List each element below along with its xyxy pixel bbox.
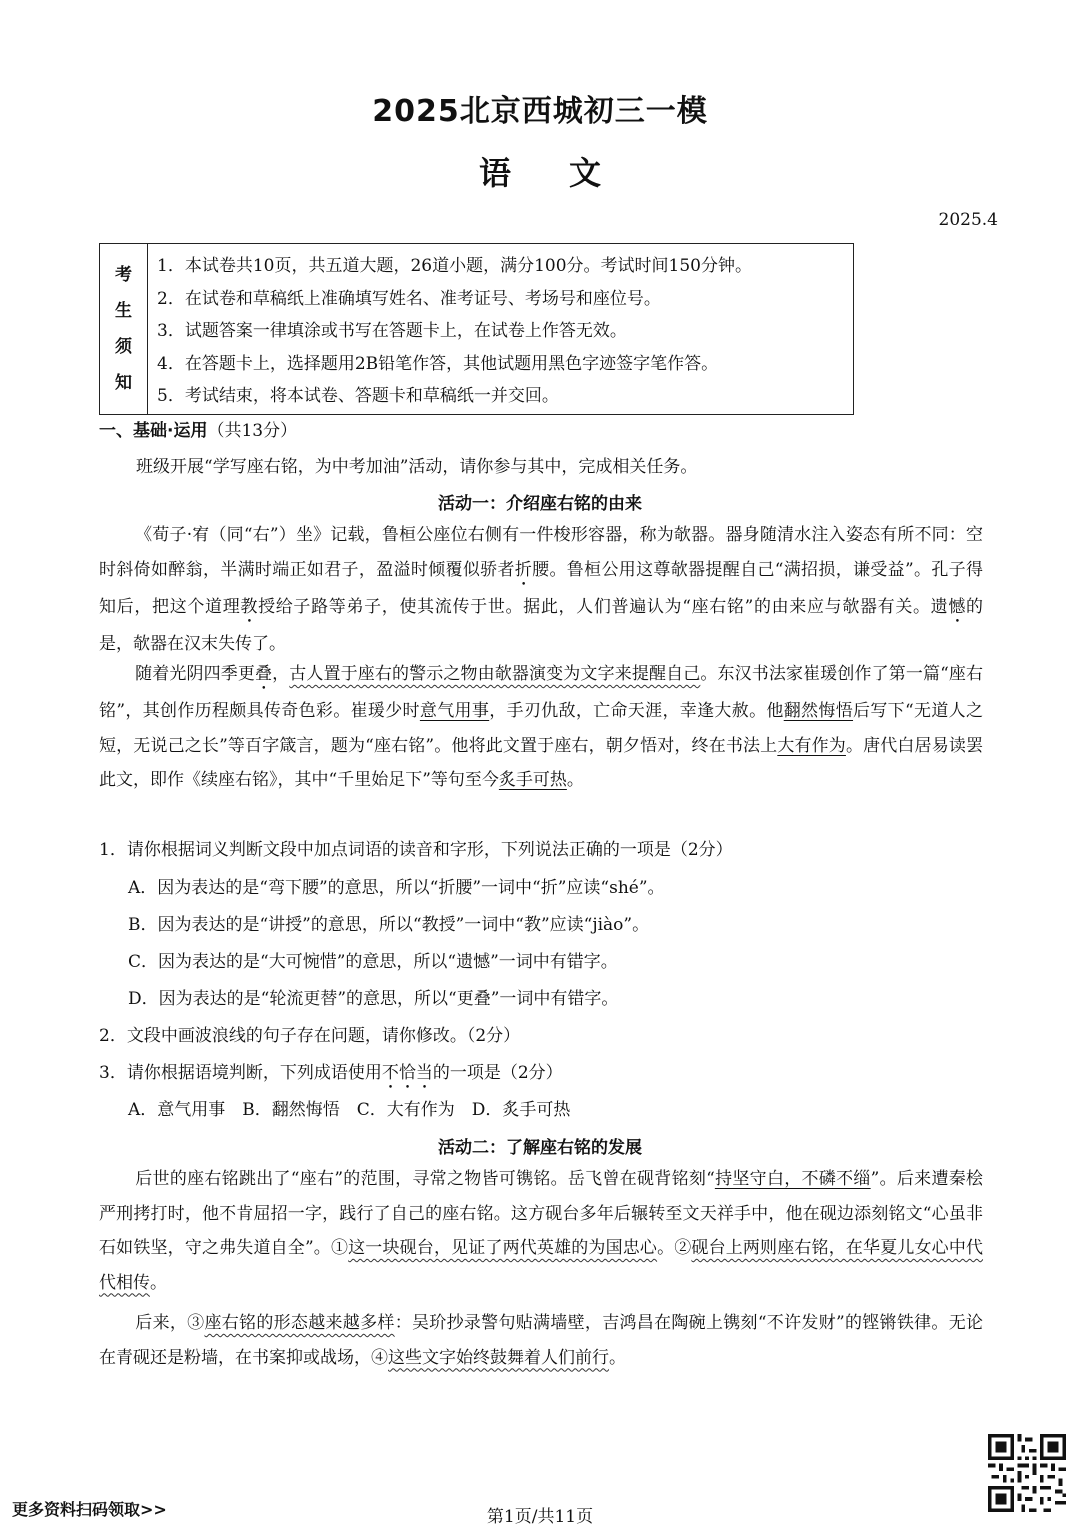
subject-title: 语文 <box>478 154 659 192</box>
underlined-idiom: 意气用事 <box>419 701 490 721</box>
underlined-quote: 持坚守白，不磷不缁 <box>714 1169 871 1189</box>
wavy-underlined-sentence: 这一块砚台，见证了两代英雄的为国忠心 <box>348 1238 658 1258</box>
page-number: 第1页/共11页 <box>486 1507 594 1527</box>
text-run: 授给子路等弟子，使其流传于世。据此，人们普遍认为“座右铭”的由来应与欹器有关。遗 <box>258 596 949 617</box>
notice-label-char: 知 <box>115 373 132 393</box>
promo-link[interactable]: 更多资料扫码领取>> <box>12 1500 167 1519</box>
notice-item: 3．试题答案一律填涂或书写在答题卡上，在试卷上作答无效。 <box>157 321 627 341</box>
dotted-char: 折 <box>514 559 533 580</box>
question-3-options: A．意气用事 B．翻然悔悟 C．大有作为 D．炙手可热 <box>128 1100 571 1120</box>
text-run: ， <box>272 664 290 684</box>
wavy-underlined-sentence: 座右铭的形态越来越多样 <box>204 1313 395 1333</box>
text-run: 3．请你根据语境判断，下列成语使用 <box>99 1063 382 1083</box>
question-2-stem: 2．文段中画波浪线的句子存在问题，请你修改。（2分） <box>99 1026 521 1046</box>
notice-label-char: 须 <box>115 337 132 357</box>
notice-label-char: 考 <box>115 265 132 285</box>
text-run: 腰。鲁桓公用这尊欹器提醒自己“满招损，谦受益”。孔子得知后，把这个道理 <box>99 559 984 617</box>
activity-one-paragraph-one <box>99 518 983 661</box>
question-1-option-d: D．因为表达的是“轮流更替”的意思，所以“更叠”一词中有错字。 <box>128 989 619 1009</box>
wavy-underlined-sentence: 砚台上两则座右铭，在华夏儿女心中代代相传 <box>99 1238 984 1293</box>
wavy-underlined-sentence: 这些文字始终鼓舞着人们前行 <box>388 1347 609 1368</box>
notice-item: 5．考试结束，将本试卷、答题卡和草稿纸一并交回。 <box>157 386 559 406</box>
section-intro: 班级开展“学写座右铭，为中考加油”活动，请你参与其中，完成相关任务。 <box>136 457 698 477</box>
text-run: 《荀子·宥（同“右”）坐》记载，鲁桓公座位右侧有一件梭形容器，称为欹器。器身随清水注入姿态有所不同：空时斜倚如醉翁，半满时端正如君子，盈溢时倾覆似骄者 <box>99 525 983 580</box>
notice-item: 2．在试卷和草稿纸上准确填写姓名、准考证号、考场号和座位号。 <box>157 288 661 309</box>
question-1-option-a: A．因为表达的是“弯下腰”的意思，所以“折腰”一词中“折”应读“shé”。 <box>128 878 665 898</box>
text-run: 。 <box>609 1347 626 1368</box>
text-run: ：吴玠抄录警句贴满墙壁，吉鸿昌在陶碗上镌刻“不许发财”的铿锵铁律。无论在青砚还是粉墙，在书案抑或战场，④ <box>99 1313 984 1368</box>
text-run: ，手刃仇敌，亡命天涯，幸逢大赦。他 <box>489 701 784 721</box>
question-1-option-c: C．因为表达的是“大可惋惜”的意思，所以“遗憾”一词中有错字。 <box>128 952 618 972</box>
dotted-emphasis: 不恰当 <box>381 1063 433 1083</box>
notice-item: 4．在答题卡上，选择题用2B铅笔作答，其他试题用黑色字迹签字笔作答。 <box>157 353 719 374</box>
question-1-stem: 1．请你根据词义判断文段中加点词语的读音和字形，下列说法正确的一项是（2分） <box>99 840 733 860</box>
text-run: 。 <box>150 1272 167 1293</box>
text-run: 随着光阴四季更 <box>135 664 256 684</box>
text-run: ”。后来遭秦桧严刑拷打时，他不肯屈招一字，践行了自己的座右铭。这方砚台多年后辗转至文天祥手中，他在砚边添刻铭文“心虽非石如铁坚，守之弗失道自全”。① <box>99 1169 984 1258</box>
underlined-idiom: 翻然悔悟 <box>783 701 854 721</box>
candidate-notice-box <box>99 243 854 415</box>
text-run: 。东汉书法家崔瑗创作了第一篇“座右铭”，其创作历程颇具传奇色彩。崔瑗少时 <box>99 664 984 721</box>
text-run: 。唐代白居易读罢此文，即作《续座右铭》，其中“千里始足下”等句至今 <box>99 735 984 790</box>
text-run: 的一项是（2分） <box>432 1063 563 1083</box>
notice-items <box>148 244 752 414</box>
underlined-idiom: 炙手可热 <box>498 770 567 790</box>
activity-two-paragraph-two <box>99 1306 983 1375</box>
activity-one-paragraph-two <box>99 657 983 798</box>
exam-title: 2025北京西城初三一模 <box>372 94 708 129</box>
exam-date: 2025.4 <box>938 210 998 230</box>
wavy-underlined-sentence: 古人置于座右的警示之物由欹器演变为文字来提醒自己 <box>289 664 701 684</box>
qr-code-icon[interactable] <box>988 1434 1066 1512</box>
text-run: 后世的座右铭跳出了“座右”的范围，寻常之物皆可镌铭。岳飞曾在砚背铭刻“ <box>135 1169 715 1189</box>
dotted-char: 叠 <box>255 664 273 684</box>
section-score: （共13分） <box>207 421 298 441</box>
question-3-stem <box>99 1058 563 1093</box>
text-run: 。 <box>566 770 584 790</box>
notice-item: 1．本试卷共10页，共五道大题，26道小题，满分100分。考试时间150分钟。 <box>157 256 752 276</box>
text-run: 后来，③ <box>135 1313 205 1333</box>
activity-one-heading: 活动一：介绍座右铭的由来 <box>438 494 642 514</box>
activity-two-paragraph-one <box>99 1162 983 1300</box>
dotted-char: 教 <box>240 596 259 617</box>
dotted-char: 憾 <box>948 596 967 617</box>
text-run: 。② <box>657 1238 692 1258</box>
underlined-idiom: 大有作为 <box>777 735 846 756</box>
notice-label-char: 生 <box>115 301 132 321</box>
text-run: 后写下“无道人之短，无说己之长”等百字箴言，题为“座右铭”。他将此文置于座右，朝夕悟对，终在书法上 <box>99 701 983 756</box>
activity-two-heading: 活动二：了解座右铭的发展 <box>438 1138 642 1158</box>
section-title: 一、基础·运用 <box>99 421 208 441</box>
text-run: 的是，欹器在汉末失传了。 <box>99 596 984 654</box>
section-heading <box>99 416 297 441</box>
question-1-option-b: B．因为表达的是“讲授”的意思，所以“教授”一词中“教”应读“jiào”。 <box>128 915 650 935</box>
notice-label <box>100 244 148 414</box>
